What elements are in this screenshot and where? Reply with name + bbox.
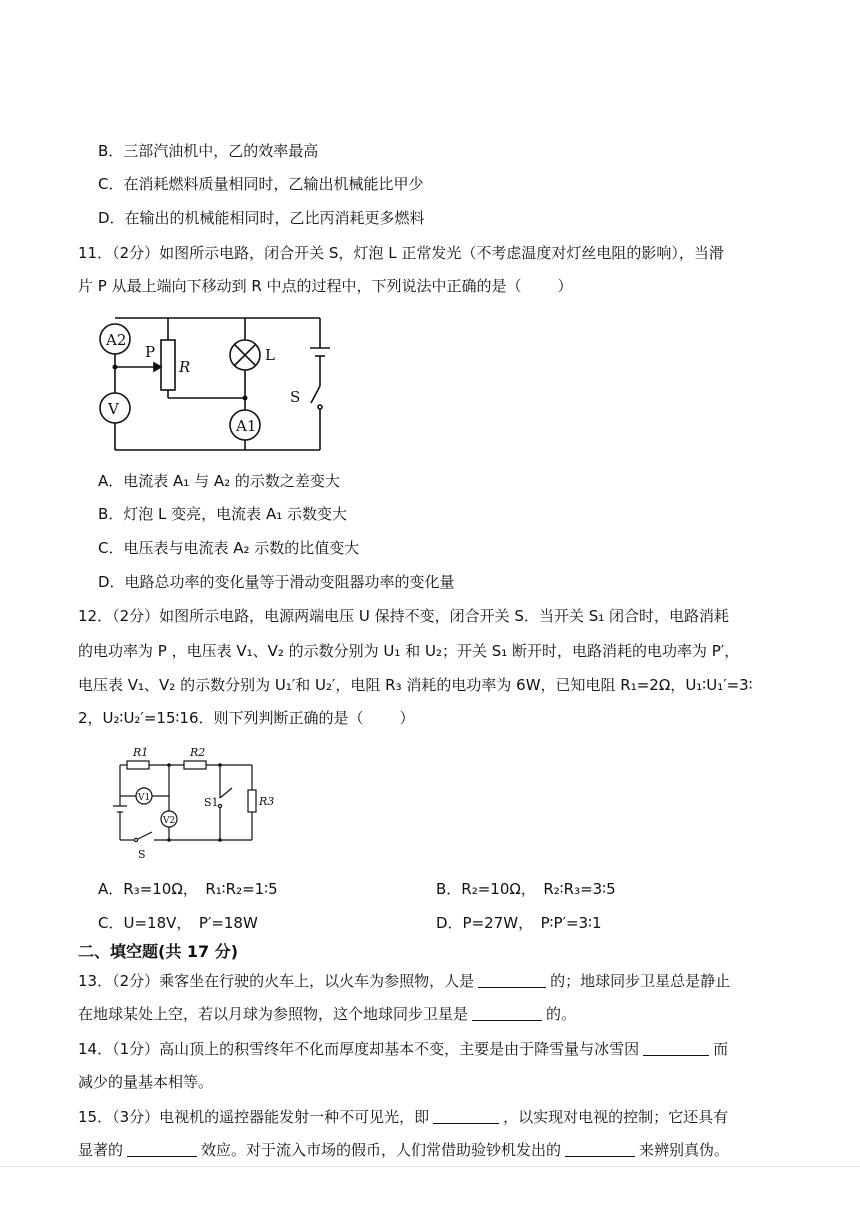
q15-text-2: ，以实现对电视的控制；它还具有 [503, 1108, 729, 1126]
q11-slider-label: P [145, 343, 156, 361]
q15-text-5: 来辨别真伪。 [639, 1141, 730, 1159]
q15-blank-3[interactable] [565, 1140, 635, 1157]
q11-circuit-diagram [95, 310, 335, 455]
q12-v1-label: V1 [138, 793, 151, 803]
q10-option-b: B．三部汽油机中，乙的效率最高 [98, 142, 319, 160]
q12-r1-label: R1 [133, 746, 149, 759]
q13-blank-1[interactable] [478, 971, 546, 988]
q11-rheostat-label: R [179, 358, 191, 376]
q11-option-b: B．灯泡 L 变亮，电流表 A₁ 示数变大 [98, 505, 347, 523]
q11-lamp-label: L [265, 346, 275, 364]
q15-blank-1[interactable] [433, 1107, 499, 1124]
q15-line2 [78, 1139, 729, 1161]
q11-paren-close: ） [557, 277, 573, 295]
q12-option-c: C．U=18V， P′=18W [98, 914, 258, 932]
q13-line2 [78, 1003, 576, 1025]
q15-text-1: 15．（3分）电视机的遥控器能发射一种不可见光，即 [78, 1108, 430, 1126]
q12-stem-line3: 电压表 V₁、V₂ 的示数分别为 U₁′和 U₂′，电阻 R₃ 消耗的电功率为 6W，已知电阻 R₁=2Ω，U₁∶U₁′=3∶ [78, 676, 753, 694]
q13-text-1: 13．（2分）乘客坐在行驶的火车上，以火车为参照物，人是 [78, 972, 475, 990]
section-heading: 二、填空题(共 17 分) [78, 942, 239, 961]
q12-option-a: A．R₃=10Ω， R₁∶R₂=1∶5 [98, 880, 278, 898]
page-bottom-divider [0, 1166, 860, 1167]
q11-voltmeter-label: V [108, 400, 119, 418]
q11-option-c: C．电压表与电流表 A₂ 示数的比值变大 [98, 539, 360, 557]
q12-stem-line4 [78, 707, 415, 729]
q12-circuit-diagram [100, 740, 280, 865]
q12-r3-label: R3 [259, 795, 275, 808]
q12-stem-line2: 的电功率为 P ，电压表 V₁、V₂ 的示数分别为 U₁ 和 U₂；开关 S₁ 断开时，电路消耗的电功率为 P′， [78, 642, 740, 660]
q11-stem-text: 片 P 从最上端向下移动到 R 中点的过程中，下列说法中正确的是（ [78, 277, 522, 295]
q11-stem-line1: 11．（2分）如图所示电路，闭合开关 S，灯泡 L 正常发光（不考虑温度对灯丝电阻的影响），当滑 [78, 244, 724, 262]
q13-text-4: 的。 [546, 1005, 577, 1023]
q14-line2: 减少的量基本相等。 [78, 1073, 214, 1091]
q11-switch-label: S [290, 388, 301, 406]
q13-text-2: 的；地球同步卫星总是静止 [550, 972, 731, 990]
q12-s-label: S [138, 848, 146, 861]
q14-blank-1[interactable] [643, 1039, 709, 1056]
q12-option-b: B．R₂=10Ω， R₂∶R₃=3∶5 [436, 880, 616, 898]
q13-blank-2[interactable] [472, 1004, 542, 1021]
q11-ammeter-a2-label: A2 [106, 331, 127, 349]
q15-blank-2[interactable] [127, 1140, 197, 1157]
q12-stem-text: 2，U₂∶U₂′=15∶16．则下列判断正确的是（ [78, 709, 364, 727]
q12-v2-label: V2 [163, 816, 176, 826]
q12-option-d: D．P=27W， P∶P′=3∶1 [436, 914, 602, 932]
q14-text-2: 而 [713, 1040, 729, 1058]
q12-stem-line1: 12．（2分）如图所示电路，电源两端电压 U 保持不变，闭合开关 S．当开关 S₁ 闭合时，电路消耗 [78, 607, 730, 625]
q15-text-3: 显著的 [78, 1141, 124, 1159]
q11-stem-line2 [78, 275, 573, 297]
q14-line1 [78, 1038, 728, 1060]
q10-option-c: C．在消耗燃料质量相同时，乙输出机械能比甲少 [98, 175, 424, 193]
q12-paren-close: ） [399, 709, 415, 727]
q11-ammeter-a1-label: A1 [236, 417, 257, 435]
q15-line1 [78, 1106, 728, 1128]
q13-line1 [78, 970, 730, 992]
q15-text-4: 效应。对于流入市场的假币，人们常借助验钞机发出的 [201, 1141, 562, 1159]
q10-option-d: D．在输出的机械能相同时，乙比丙消耗更多燃料 [98, 209, 425, 227]
q12-r2-label: R2 [190, 746, 206, 759]
q14-text-1: 14．（1分）高山顶上的积雪终年不化而厚度却基本不变，主要是由于降雪量与冰雪因 [78, 1040, 640, 1058]
q12-s1-label: S1 [204, 796, 219, 809]
q11-option-a: A．电流表 A₁ 与 A₂ 的示数之差变大 [98, 472, 340, 490]
q13-text-3: 在地球某处上空，若以月球为参照物，这个地球同步卫星是 [78, 1005, 469, 1023]
q11-option-d: D．电路总功率的变化量等于滑动变阻器功率的变化量 [98, 573, 455, 591]
